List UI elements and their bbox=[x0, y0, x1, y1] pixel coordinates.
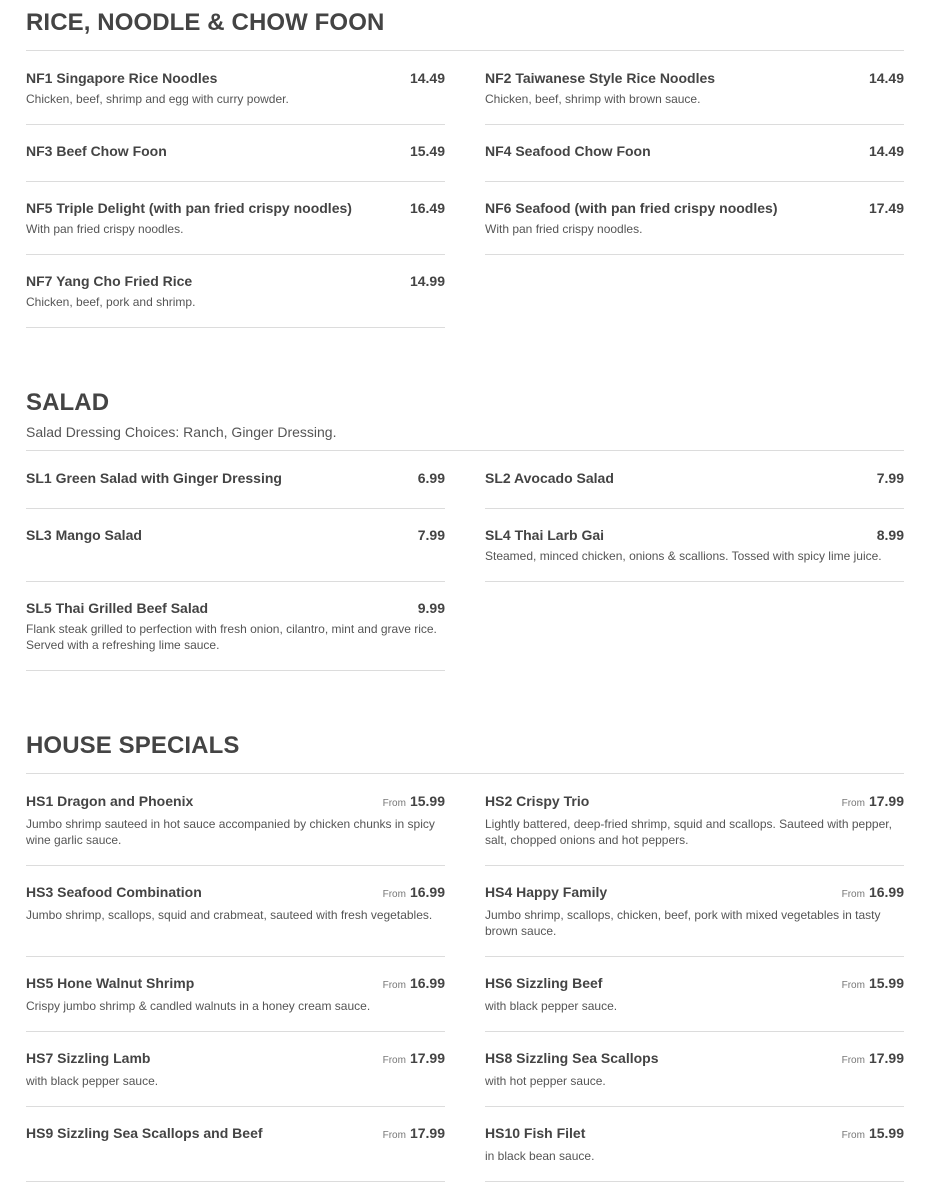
item-price: 6.99 bbox=[417, 470, 445, 486]
item-price bbox=[383, 792, 445, 813]
price-from-label: From bbox=[841, 1130, 865, 1141]
item-description: with hot pepper sauce. bbox=[485, 1074, 606, 1088]
item-price bbox=[842, 1124, 904, 1145]
item-divider bbox=[26, 1106, 445, 1107]
item-name: HS7 Sizzling Lamb bbox=[26, 1050, 151, 1066]
item-divider bbox=[26, 1031, 445, 1032]
price-value: 16.99 bbox=[409, 975, 445, 991]
item-divider bbox=[26, 254, 445, 255]
item-name: NF5 Triple Delight (with pan fried crispy noodles) bbox=[26, 200, 352, 216]
price-value: 16.99 bbox=[409, 884, 445, 900]
price-from-label: From bbox=[841, 798, 865, 809]
price-value: 15.99 bbox=[868, 1125, 904, 1141]
item-price: 14.49 bbox=[868, 143, 904, 159]
section-divider bbox=[26, 450, 904, 451]
section-subtitle: Salad Dressing Choices: Ranch, Ginger Dressing. bbox=[26, 424, 337, 440]
section-rice-noodle bbox=[26, 9, 904, 37]
section-title: SALAD bbox=[26, 389, 110, 416]
price-from-label: From bbox=[382, 980, 406, 991]
item-description: Steamed, minced chicken, onions & scallions. Tossed with spicy lime juice. bbox=[485, 549, 882, 563]
item-description: in black bean sauce. bbox=[485, 1149, 595, 1163]
item-description: Crispy jumbo shrimp & candled walnuts in a honey cream sauce. bbox=[26, 999, 371, 1013]
item-divider bbox=[485, 1031, 904, 1032]
item-price: 8.99 bbox=[876, 527, 904, 543]
item-divider bbox=[485, 508, 904, 509]
price-value: 16.99 bbox=[868, 884, 904, 900]
item-price: 14.49 bbox=[409, 70, 445, 86]
price-value: 15.99 bbox=[868, 975, 904, 991]
price-from-label: From bbox=[841, 1055, 865, 1066]
item-name: HS3 Seafood Combination bbox=[26, 884, 202, 900]
item-price: 9.99 bbox=[417, 600, 445, 616]
item-name: SL1 Green Salad with Ginger Dressing bbox=[26, 470, 282, 486]
item-description: Chicken, beef, shrimp and egg with curry powder. bbox=[26, 92, 289, 106]
price-value: 15.99 bbox=[409, 793, 445, 809]
item-price: 16.49 bbox=[409, 200, 445, 216]
item-description: Chicken, beef, shrimp with brown sauce. bbox=[485, 92, 701, 106]
item-name: HS2 Crispy Trio bbox=[485, 793, 590, 809]
item-price: 7.99 bbox=[876, 470, 904, 486]
item-description: Lightly battered, deep-fried shrimp, squid and scallops. Sauteed with pepper, salt, chopped onions and hot peppers. bbox=[485, 817, 892, 847]
item-price bbox=[383, 883, 445, 904]
item-divider bbox=[485, 181, 904, 182]
price-from-label: From bbox=[841, 889, 865, 900]
item-divider bbox=[485, 1106, 904, 1107]
price-from-label: From bbox=[382, 798, 406, 809]
item-name: NF1 Singapore Rice Noodles bbox=[26, 70, 218, 86]
item-divider bbox=[26, 670, 445, 671]
item-description: Jumbo shrimp sauteed in hot sauce accompanied by chicken chunks in spicy wine garlic sauce. bbox=[26, 817, 435, 847]
item-price: 7.99 bbox=[417, 527, 445, 543]
item-divider bbox=[26, 181, 445, 182]
price-from-label: From bbox=[382, 1055, 406, 1066]
price-from-label: From bbox=[382, 1130, 406, 1141]
item-divider bbox=[26, 124, 445, 125]
item-name: SL5 Thai Grilled Beef Salad bbox=[26, 600, 209, 616]
item-price bbox=[842, 974, 904, 995]
item-name: HS1 Dragon and Phoenix bbox=[26, 793, 194, 809]
item-name: HS8 Sizzling Sea Scallops bbox=[485, 1050, 659, 1066]
item-description: with black pepper sauce. bbox=[485, 999, 618, 1013]
item-name: NF6 Seafood (with pan fried crispy noodles) bbox=[485, 200, 778, 216]
item-divider bbox=[485, 124, 904, 125]
price-value: 17.99 bbox=[868, 793, 904, 809]
item-name: SL4 Thai Larb Gai bbox=[485, 527, 605, 543]
item-price: 17.49 bbox=[868, 200, 904, 216]
item-price bbox=[842, 1049, 904, 1070]
section-title: RICE, NOODLE & CHOW FOON bbox=[26, 9, 385, 36]
item-divider bbox=[485, 254, 904, 255]
section-house-specials bbox=[26, 732, 904, 760]
item-price: 14.49 bbox=[868, 70, 904, 86]
item-name: NF7 Yang Cho Fried Rice bbox=[26, 273, 193, 289]
item-name: HS10 Fish Filet bbox=[485, 1125, 586, 1141]
item-name: NF2 Taiwanese Style Rice Noodles bbox=[485, 70, 716, 86]
item-description: with black pepper sauce. bbox=[26, 1074, 159, 1088]
item-price bbox=[842, 792, 904, 813]
item-description: Jumbo shrimp, scallops, squid and crabmeat, sauteed with fresh vegetables. bbox=[26, 908, 433, 922]
item-description: Flank steak grilled to perfection with fresh onion, cilantro, mint and grave rice. Served with a refreshing lime sauce. bbox=[26, 622, 437, 652]
item-price: 15.49 bbox=[409, 143, 445, 159]
item-name: HS5 Hone Walnut Shrimp bbox=[26, 975, 195, 991]
item-name: SL3 Mango Salad bbox=[26, 527, 142, 543]
section-salad bbox=[26, 389, 904, 441]
item-price bbox=[383, 1049, 445, 1070]
item-name: HS4 Happy Family bbox=[485, 884, 608, 900]
item-name: HS6 Sizzling Beef bbox=[485, 975, 603, 991]
item-divider bbox=[26, 581, 445, 582]
item-description: Jumbo shrimp, scallops, chicken, beef, pork with mixed vegetables in tasty brown sauce. bbox=[485, 908, 881, 938]
item-divider bbox=[26, 956, 445, 957]
price-value: 17.99 bbox=[868, 1050, 904, 1066]
item-divider bbox=[26, 508, 445, 509]
item-divider bbox=[26, 1181, 445, 1182]
item-description: Chicken, beef, pork and shrimp. bbox=[26, 295, 196, 309]
item-price bbox=[383, 974, 445, 995]
item-name: NF3 Beef Chow Foon bbox=[26, 143, 167, 159]
item-name: NF4 Seafood Chow Foon bbox=[485, 143, 651, 159]
item-divider bbox=[485, 1181, 904, 1182]
price-from-label: From bbox=[841, 980, 865, 991]
item-divider bbox=[485, 865, 904, 866]
item-divider bbox=[485, 956, 904, 957]
item-price: 14.99 bbox=[409, 273, 445, 289]
item-description: With pan fried crispy noodles. bbox=[485, 222, 643, 236]
item-name: HS9 Sizzling Sea Scallops and Beef bbox=[26, 1125, 263, 1141]
item-price bbox=[842, 883, 904, 904]
item-description: With pan fried crispy noodles. bbox=[26, 222, 184, 236]
price-from-label: From bbox=[382, 889, 406, 900]
item-name: SL2 Avocado Salad bbox=[485, 470, 614, 486]
price-value: 17.99 bbox=[409, 1050, 445, 1066]
price-value: 17.99 bbox=[409, 1125, 445, 1141]
section-divider bbox=[26, 50, 904, 51]
section-divider bbox=[26, 773, 904, 774]
section-title: HOUSE SPECIALS bbox=[26, 732, 240, 759]
item-price bbox=[383, 1124, 445, 1145]
item-divider bbox=[26, 865, 445, 866]
item-divider bbox=[485, 581, 904, 582]
item-divider bbox=[26, 327, 445, 328]
